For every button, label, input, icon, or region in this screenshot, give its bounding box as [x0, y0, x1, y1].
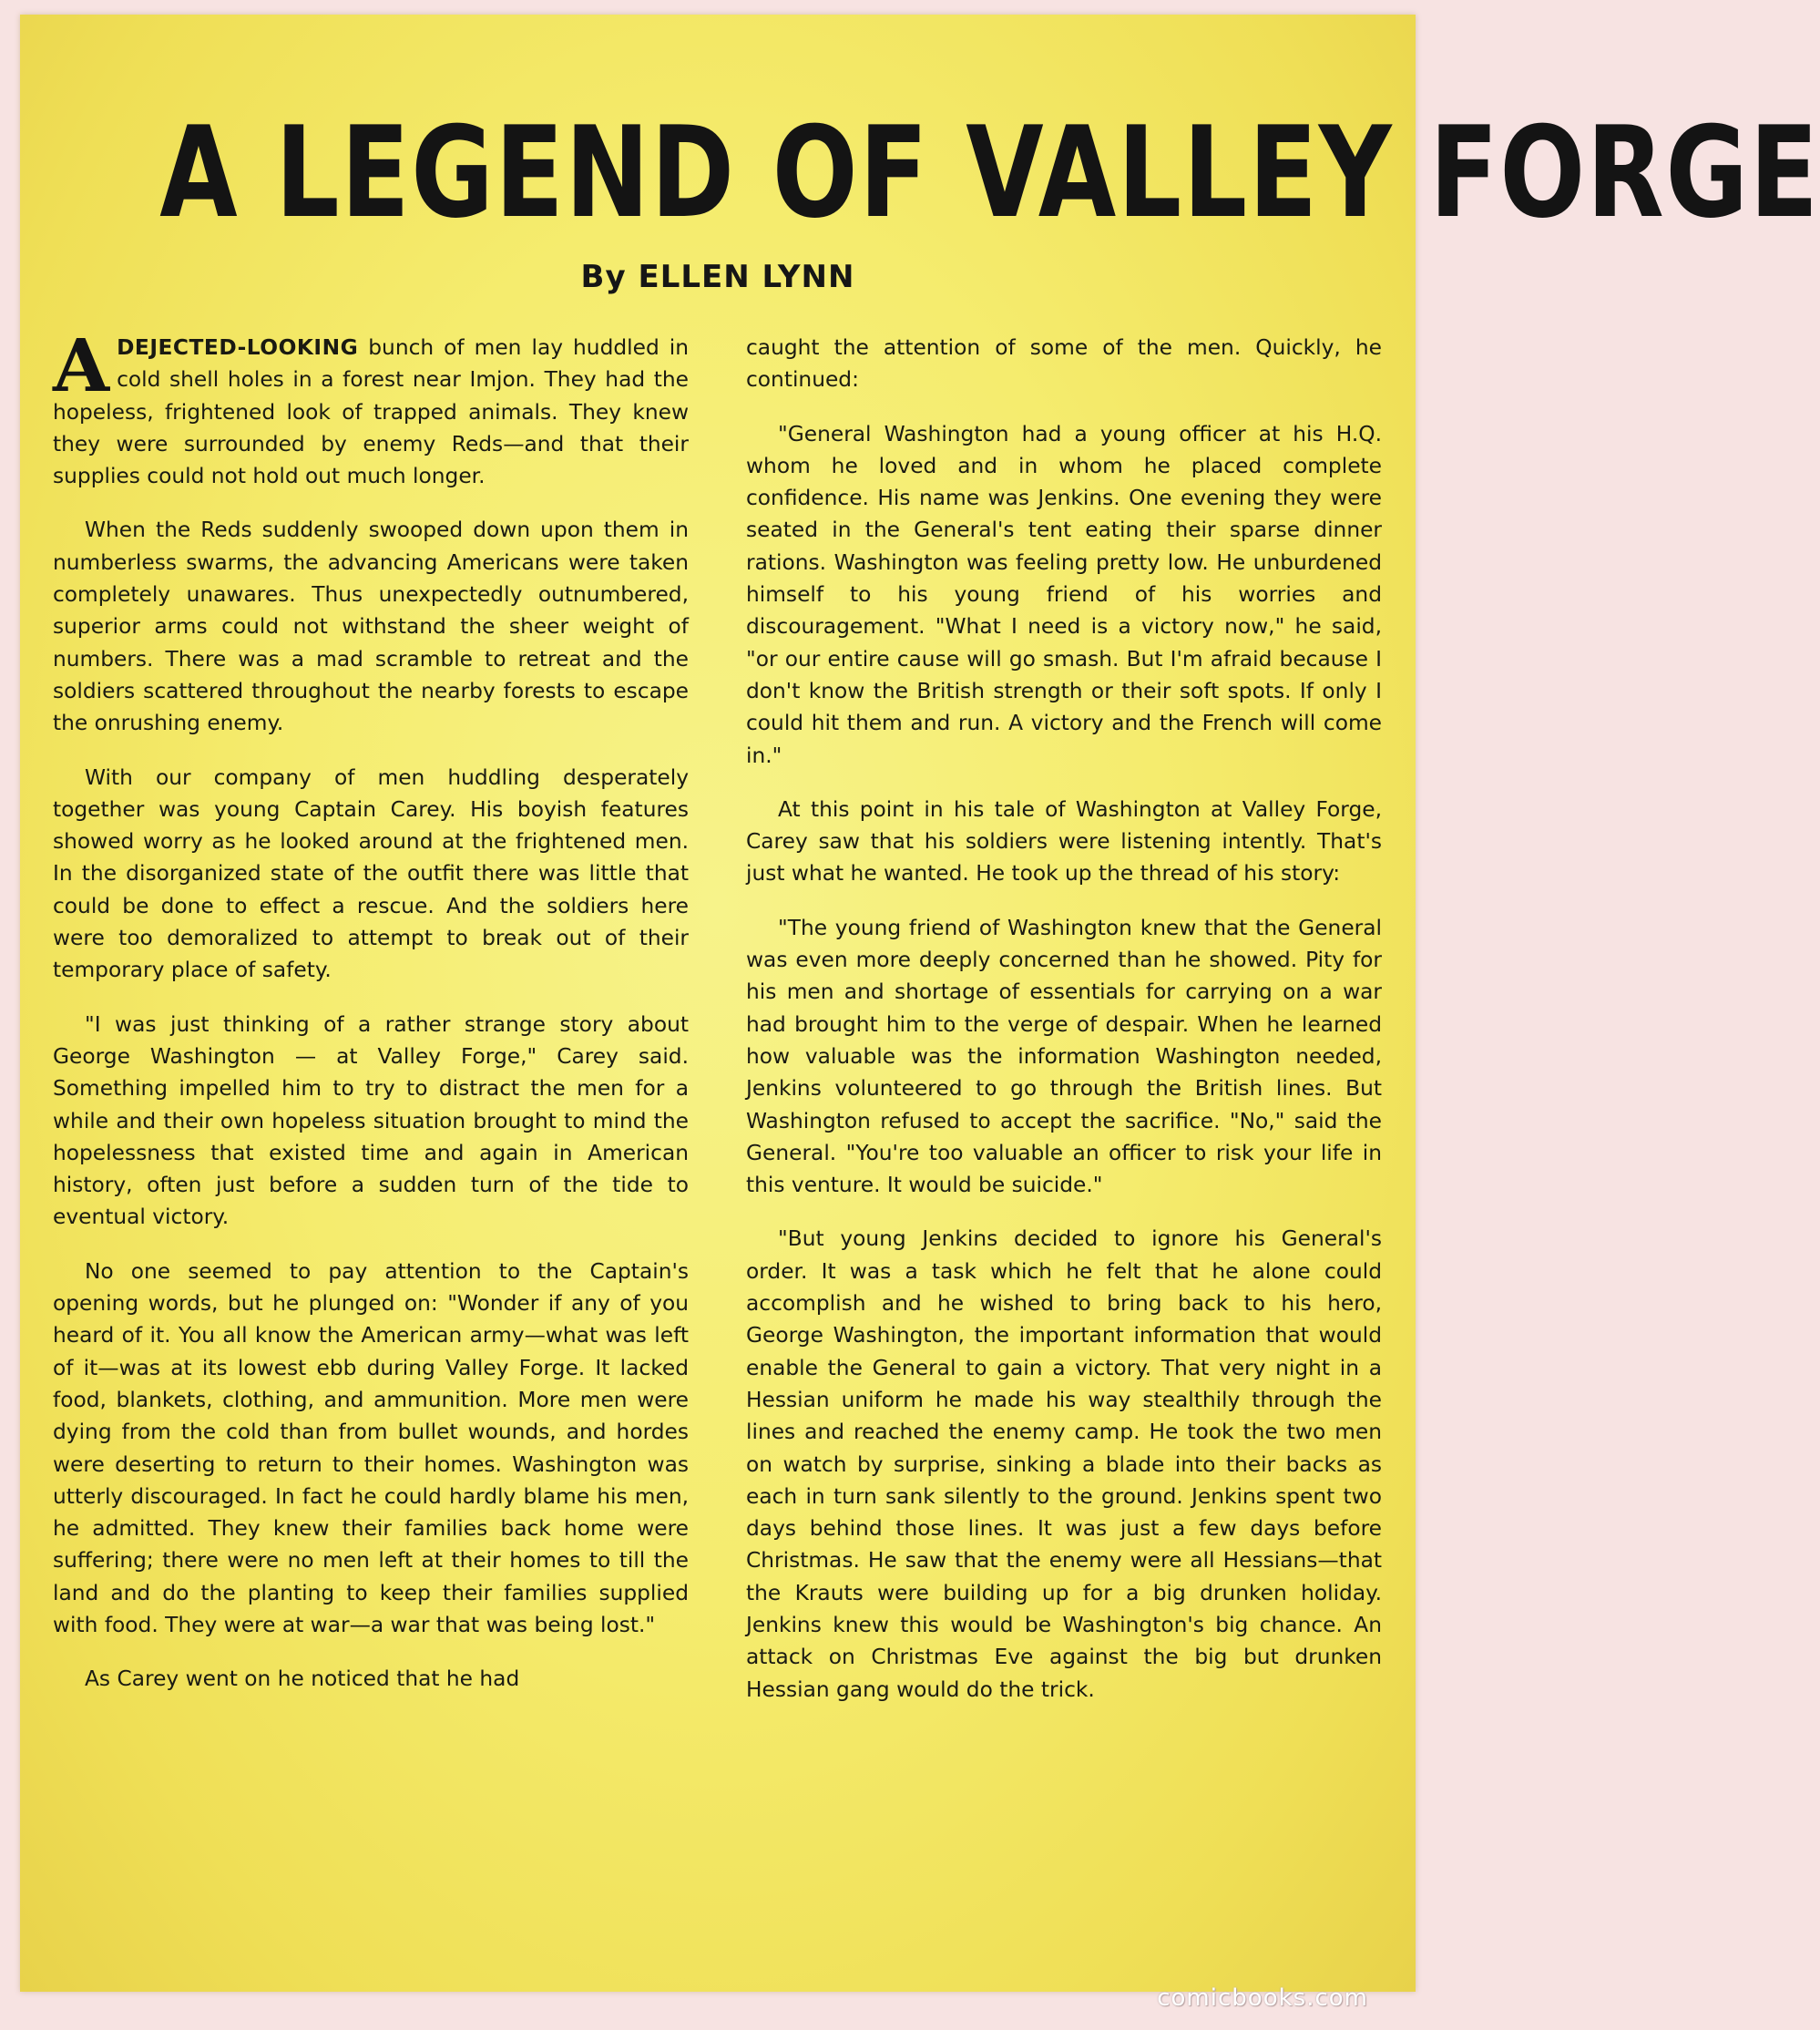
- right-column: [746, 332, 1382, 1728]
- paragraph-text: bunch of men lay huddled in cold shell holes in a forest near Imjon. They had the hopeless, frightened look of trapped animals. They knew they were surrounded by enemy Reds—and that their supplies could not hold out much longer.: [53, 335, 689, 489]
- opening-words: DEJECTED-LOOKING: [117, 335, 359, 360]
- left-column: [53, 323, 689, 1717]
- article-byline: By ELLEN LYNN: [580, 259, 855, 295]
- paragraph: "I was just thinking of a rather strange story about George Washington — at Valley Forge," Carey said. Something impelled him to try to distract the men for a while and their own hopeless situation brought to mind the hopelessness that existed time and again in American history, often just before a sudden turn of the tide to eventual victory.: [53, 1011, 689, 1230]
- paragraph: caught the attention of some of the men. Quickly, he continued:: [746, 335, 1382, 393]
- drop-cap: A: [53, 323, 110, 408]
- paragraph: No one seemed to pay attention to the Captain's opening words, but he plunged on: "Wonder if any of you heard of it. You all know the American army—what was left of it—was at its lowest ebb during Valley Forge. It lacked food, blankets, clothing, and ammunition. More men were dying from the cold than from bullet wounds, and hordes were deserting to return to their homes. Washington was utterly discouraged. In fact he could hardly blame his men, he admitted. They knew their families back home were suffering; there were no men left at their homes to till the land and do the planting to keep their families supplied with food. They were at war—a war that was being lost.": [53, 1258, 689, 1637]
- paragraph: When the Reds suddenly swooped down upon them in numberless swarms, the advancing Americans were taken completely unawares. Thus unexpectedly outnumbered, superior arms could not withstand the sheer weight of numbers. There was a mad scramble to retreat and the soldiers scattered throughout the nearby forests to escape the onrushing enemy.: [53, 518, 689, 736]
- paragraph: "General Washington had a young officer at his H.Q. whom he loved and in whom he placed complete confidence. His name was Jenkins. One evening they were seated in the General's tent eating their sparse dinner rations. Washington was feeling pretty low. He unburdened himself to his young friend of his worries and discouragement. "What I need is a victory now," he said, "or our entire cause will go smash. But I'm afraid because I don't know the British strength or their soft spots. If only I could hit them and run. A victory and the French will come in.": [746, 421, 1382, 768]
- site-watermark: comicbooks.com: [1157, 1984, 1368, 2012]
- paragraph: [53, 323, 689, 492]
- paragraph: As Carey went on he noticed that he had: [85, 1666, 520, 1692]
- paragraph: "The young friend of Washington knew that the General was even more deeply concerned than he showed. Pity for his men and shortage of essentials for carrying on a war had brought him to the verge of despair. When he learned how valuable was the information Washington needed, Jenkins volunteered to go through the British lines. But Washington refused to accept the sacrifice. "No," said the General. "You're too valuable an officer to risk your life in this venture. It would be suicide.": [746, 915, 1382, 1198]
- comic-page: [20, 15, 1820, 1992]
- paragraph: "But young Jenkins decided to ignore his General's order. It was a task which he felt that he alone could accomplish and he wished to bring back to his hero, George Washington, the important information that would enable the General to gain a victory. That very night in a Hessian uniform he made his way stealthily through the lines and reached the enemy camp. He took the two men on watch by surprise, sinking a blade into their backs as each in turn sank silently to the ground. Jenkins spent two days behind those lines. It was just a few days before Christmas. He saw that the enemy were all Hessians—that the Krauts were building up for a big drunken holiday. Jenkins knew this would be Washington's big chance. An attack on Christmas Eve against the big but drunken Hessian gang would do the trick.: [746, 1226, 1382, 1702]
- paragraph: At this point in his tale of Washington at Valley Forge, Carey saw that his soldiers were listening intently. That's just what he wanted. He took up the thread of his story:: [746, 796, 1382, 887]
- article-title: A LEGEND OF VALLEY FORGE: [159, 99, 1820, 246]
- paragraph: With our company of men huddling desperately together was young Captain Carey. His boyish features showed worry as he looked around at the frightened men. In the disorganized state of the outfit there was little that could be done to effect a rescue. And the soldiers here were too demoralized to attempt to break out of their temporary place of safety.: [53, 764, 689, 983]
